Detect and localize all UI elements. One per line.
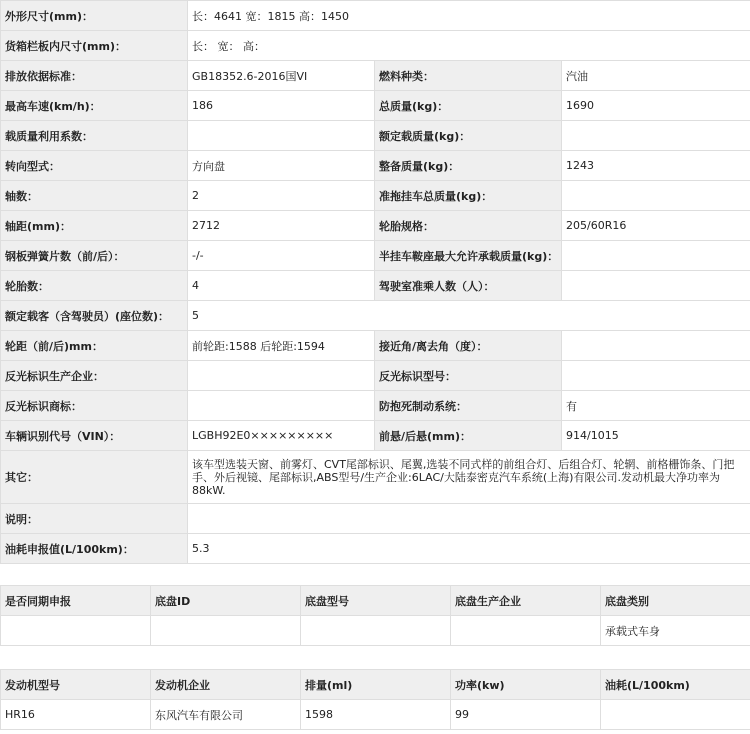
spec-label: 反光标识生产企业： [1, 361, 188, 391]
spec-value: LGBH92E0××××××××× [188, 421, 375, 451]
spec-value: -/- [188, 241, 375, 271]
spec-label: 最高车速(km/h)： [1, 91, 188, 121]
chassis-cell [451, 616, 601, 646]
spec-value: 前轮距:1588 后轮距:1594 [188, 331, 375, 361]
engine-cell [601, 700, 750, 730]
spec-value [188, 361, 375, 391]
chassis-cell [151, 616, 301, 646]
dimensions-label: 外形尺寸(mm)： [1, 1, 188, 31]
seats-label: 额定载客（含驾驶员）(座位数)： [1, 301, 188, 331]
spec-value: 1690 [562, 91, 750, 121]
spec-label: 车辆识别代号（VIN）： [1, 421, 188, 451]
other-label: 其它： [1, 451, 188, 504]
spec-row [1, 361, 750, 391]
chassis-cell [1, 616, 151, 646]
spec-value: 2 [188, 181, 375, 211]
chassis-value-row [1, 616, 750, 646]
spec-value: 2712 [188, 211, 375, 241]
spec-row [1, 271, 750, 301]
spec-value: 方向盘 [188, 151, 375, 181]
other-value: 该车型选装天窗、前雾灯、CVT尾部标识、尾翼,选装不同式样的前组合灯、后组合灯、轮辋、前格栅饰条、门把手、外后视镜、尾部标识,ABS型号/生产企业:6LAC/大陆泰密克汽车系统(上海)有限公司.发动机最大净功率为88kW. [188, 451, 750, 504]
note-value [188, 504, 750, 534]
spec-label: 反光标识商标： [1, 391, 188, 421]
spec-label: 驾驶室准乘人数（人）： [375, 271, 562, 301]
engine-header-row [1, 670, 750, 700]
spec-row [1, 151, 750, 181]
cargo-box-value: 长： 宽： 高： [188, 31, 750, 61]
spec-value [562, 121, 750, 151]
spec-row [1, 61, 750, 91]
spec-label: 半挂车鞍座最大允许承载质量(kg)： [375, 241, 562, 271]
spec-label: 燃料种类： [375, 61, 562, 91]
spec-label: 整备质量(kg)： [375, 151, 562, 181]
spec-label: 轴数： [1, 181, 188, 211]
spec-label: 额定载质量(kg)： [375, 121, 562, 151]
engine-cell: 东风汽车有限公司 [151, 700, 301, 730]
chassis-cell [301, 616, 451, 646]
spec-row [1, 534, 750, 564]
spec-label: 前悬/后悬(mm)： [375, 421, 562, 451]
spec-value: 4 [188, 271, 375, 301]
spec-value [562, 361, 750, 391]
spec-row [1, 121, 750, 151]
engine-table [0, 669, 750, 730]
spec-value: 914/1015 [562, 421, 750, 451]
fuel-label: 油耗申报值(L/100km)： [1, 534, 188, 564]
spec-label: 接近角/离去角（度）： [375, 331, 562, 361]
spec-row [1, 421, 750, 451]
chassis-header: 底盘生产企业 [451, 586, 601, 616]
spec-label: 钢板弹簧片数（前/后）： [1, 241, 188, 271]
spec-value [562, 331, 750, 361]
spec-row [1, 451, 750, 504]
engine-value-row [1, 700, 750, 730]
chassis-table [0, 585, 750, 646]
spec-label: 总质量(kg)： [375, 91, 562, 121]
spec-value [562, 271, 750, 301]
spec-row [1, 504, 750, 534]
spec-label: 准拖挂车总质量(kg)： [375, 181, 562, 211]
spec-row [1, 211, 750, 241]
chassis-header: 底盘型号 [301, 586, 451, 616]
spec-row [1, 31, 750, 61]
fuel-value: 5.3 [188, 534, 750, 564]
engine-header: 排量(ml) [301, 670, 451, 700]
chassis-header: 底盘ID [151, 586, 301, 616]
spec-label: 轮距（前/后)mm： [1, 331, 188, 361]
spec-label: 载质量利用系数： [1, 121, 188, 151]
spec-row [1, 331, 750, 361]
spec-value [562, 181, 750, 211]
spec-row [1, 301, 750, 331]
spec-label: 排放依据标准： [1, 61, 188, 91]
engine-cell: HR16 [1, 700, 151, 730]
spec-label: 轮胎规格： [375, 211, 562, 241]
engine-header: 功率(kw) [451, 670, 601, 700]
spec-value [562, 241, 750, 271]
spec-label: 轮胎数： [1, 271, 188, 301]
engine-header: 油耗(L/100km) [601, 670, 750, 700]
spec-row [1, 91, 750, 121]
spec-value: 汽油 [562, 61, 750, 91]
cargo-box-label: 货箱栏板内尺寸(mm)： [1, 31, 188, 61]
spec-row [1, 1, 750, 31]
spec-label: 转向型式： [1, 151, 188, 181]
engine-header: 发动机企业 [151, 670, 301, 700]
spec-label: 反光标识型号： [375, 361, 562, 391]
spec-value: GB18352.6-2016国VI [188, 61, 375, 91]
engine-header: 发动机型号 [1, 670, 151, 700]
dimensions-value: 长：4641 宽：1815 高：1450 [188, 1, 750, 31]
engine-cell: 1598 [301, 700, 451, 730]
chassis-cell: 承载式车身 [601, 616, 750, 646]
spec-value: 有 [562, 391, 750, 421]
spec-value: 205/60R16 [562, 211, 750, 241]
chassis-header: 底盘类别 [601, 586, 750, 616]
spec-value: 1243 [562, 151, 750, 181]
seats-value: 5 [188, 301, 750, 331]
spec-value [188, 121, 375, 151]
chassis-header: 是否同期申报 [1, 586, 151, 616]
spec-value: 186 [188, 91, 375, 121]
spec-row [1, 181, 750, 211]
spec-row [1, 241, 750, 271]
spec-value [188, 391, 375, 421]
engine-cell: 99 [451, 700, 601, 730]
chassis-header-row [1, 586, 750, 616]
spec-row [1, 391, 750, 421]
spec-label: 防抱死制动系统： [375, 391, 562, 421]
spec-label: 轴距(mm)： [1, 211, 188, 241]
note-label: 说明： [1, 504, 188, 534]
